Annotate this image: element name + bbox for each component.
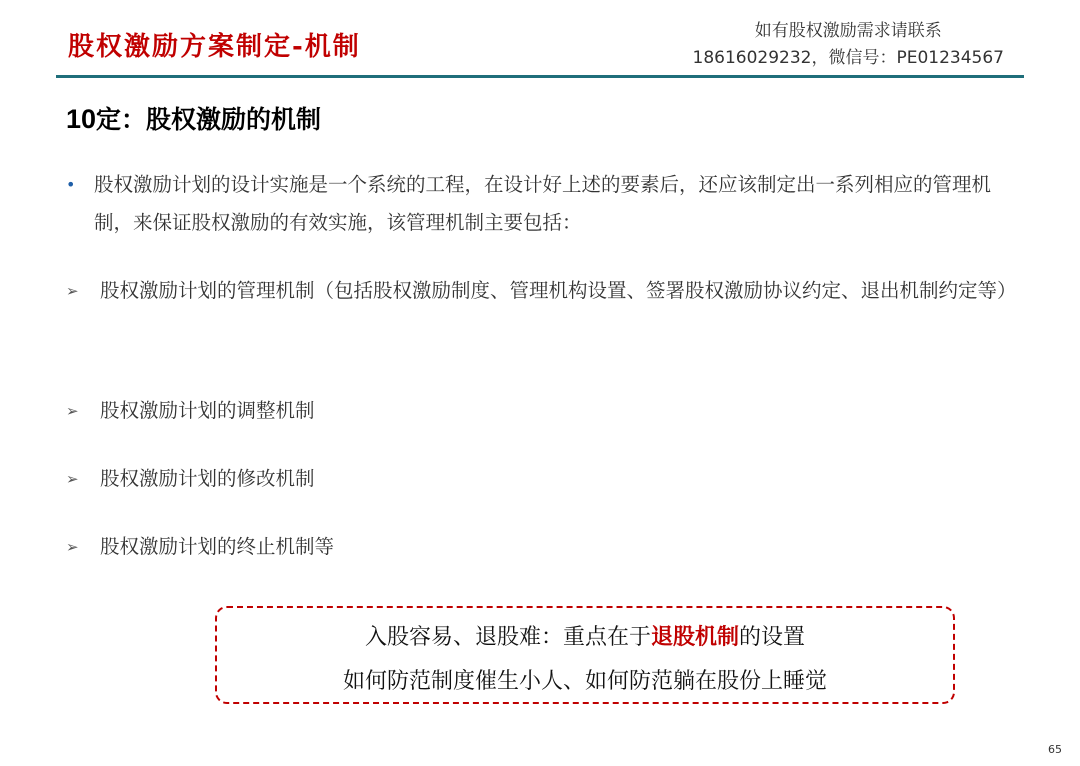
section-number: 10 [66,104,97,134]
list-item-text: 股权激励计划的终止机制等 [100,535,335,558]
bullet-icon: • [66,175,76,194]
arrow-bullet-icon: ➢ [66,282,79,300]
callout-prefix: 入股容易、退股难：重点在于 [364,625,651,650]
contact-line-1: 如有股权激励需求请联系 [754,21,942,41]
intro-paragraph [66,166,1026,242]
arrow-bullet-icon: ➢ [66,470,79,488]
section-title-text: 定：股权激励的机制 [96,105,322,134]
list-item-text: 股权激励计划的调整机制 [100,399,315,422]
list-item [66,388,1026,434]
callout-line-2: 如何防范制度催生小人、如何防范躺在股份上睡觉 [342,669,827,694]
contact-line-2: 18616029232，微信号：PE01234567 [692,48,1004,68]
callout-line-1 [217,620,953,651]
callout-suffix: 的设置 [739,625,806,650]
list-item [66,456,1026,502]
header-divider [56,75,1024,78]
intro-text: 股权激励计划的设计实施是一个系统的工程，在设计好上述的要素后，还应该制定出一系列相应的管理机制，来保证股权激励的有效实施，该管理机制主要包括： [94,173,992,234]
arrow-bullet-icon: ➢ [66,402,79,420]
list-item-text: 股权激励计划的修改机制 [100,467,315,490]
list-item-text: 股权激励计划的管理机制（包括股权激励制度、管理机构设置、签署股权激励协议约定、退出机制约定等） [100,279,1017,302]
arrow-bullet-icon: ➢ [66,538,79,556]
page-number: 65 [1048,743,1062,756]
list-item [66,268,1026,314]
slide-title: 股权激励方案制定-机制 [68,32,361,62]
callout-highlight: 退股机制 [650,625,739,650]
list-item [66,524,1026,570]
section-heading [66,100,321,136]
contact-info [693,18,1005,72]
callout-box [215,606,955,704]
